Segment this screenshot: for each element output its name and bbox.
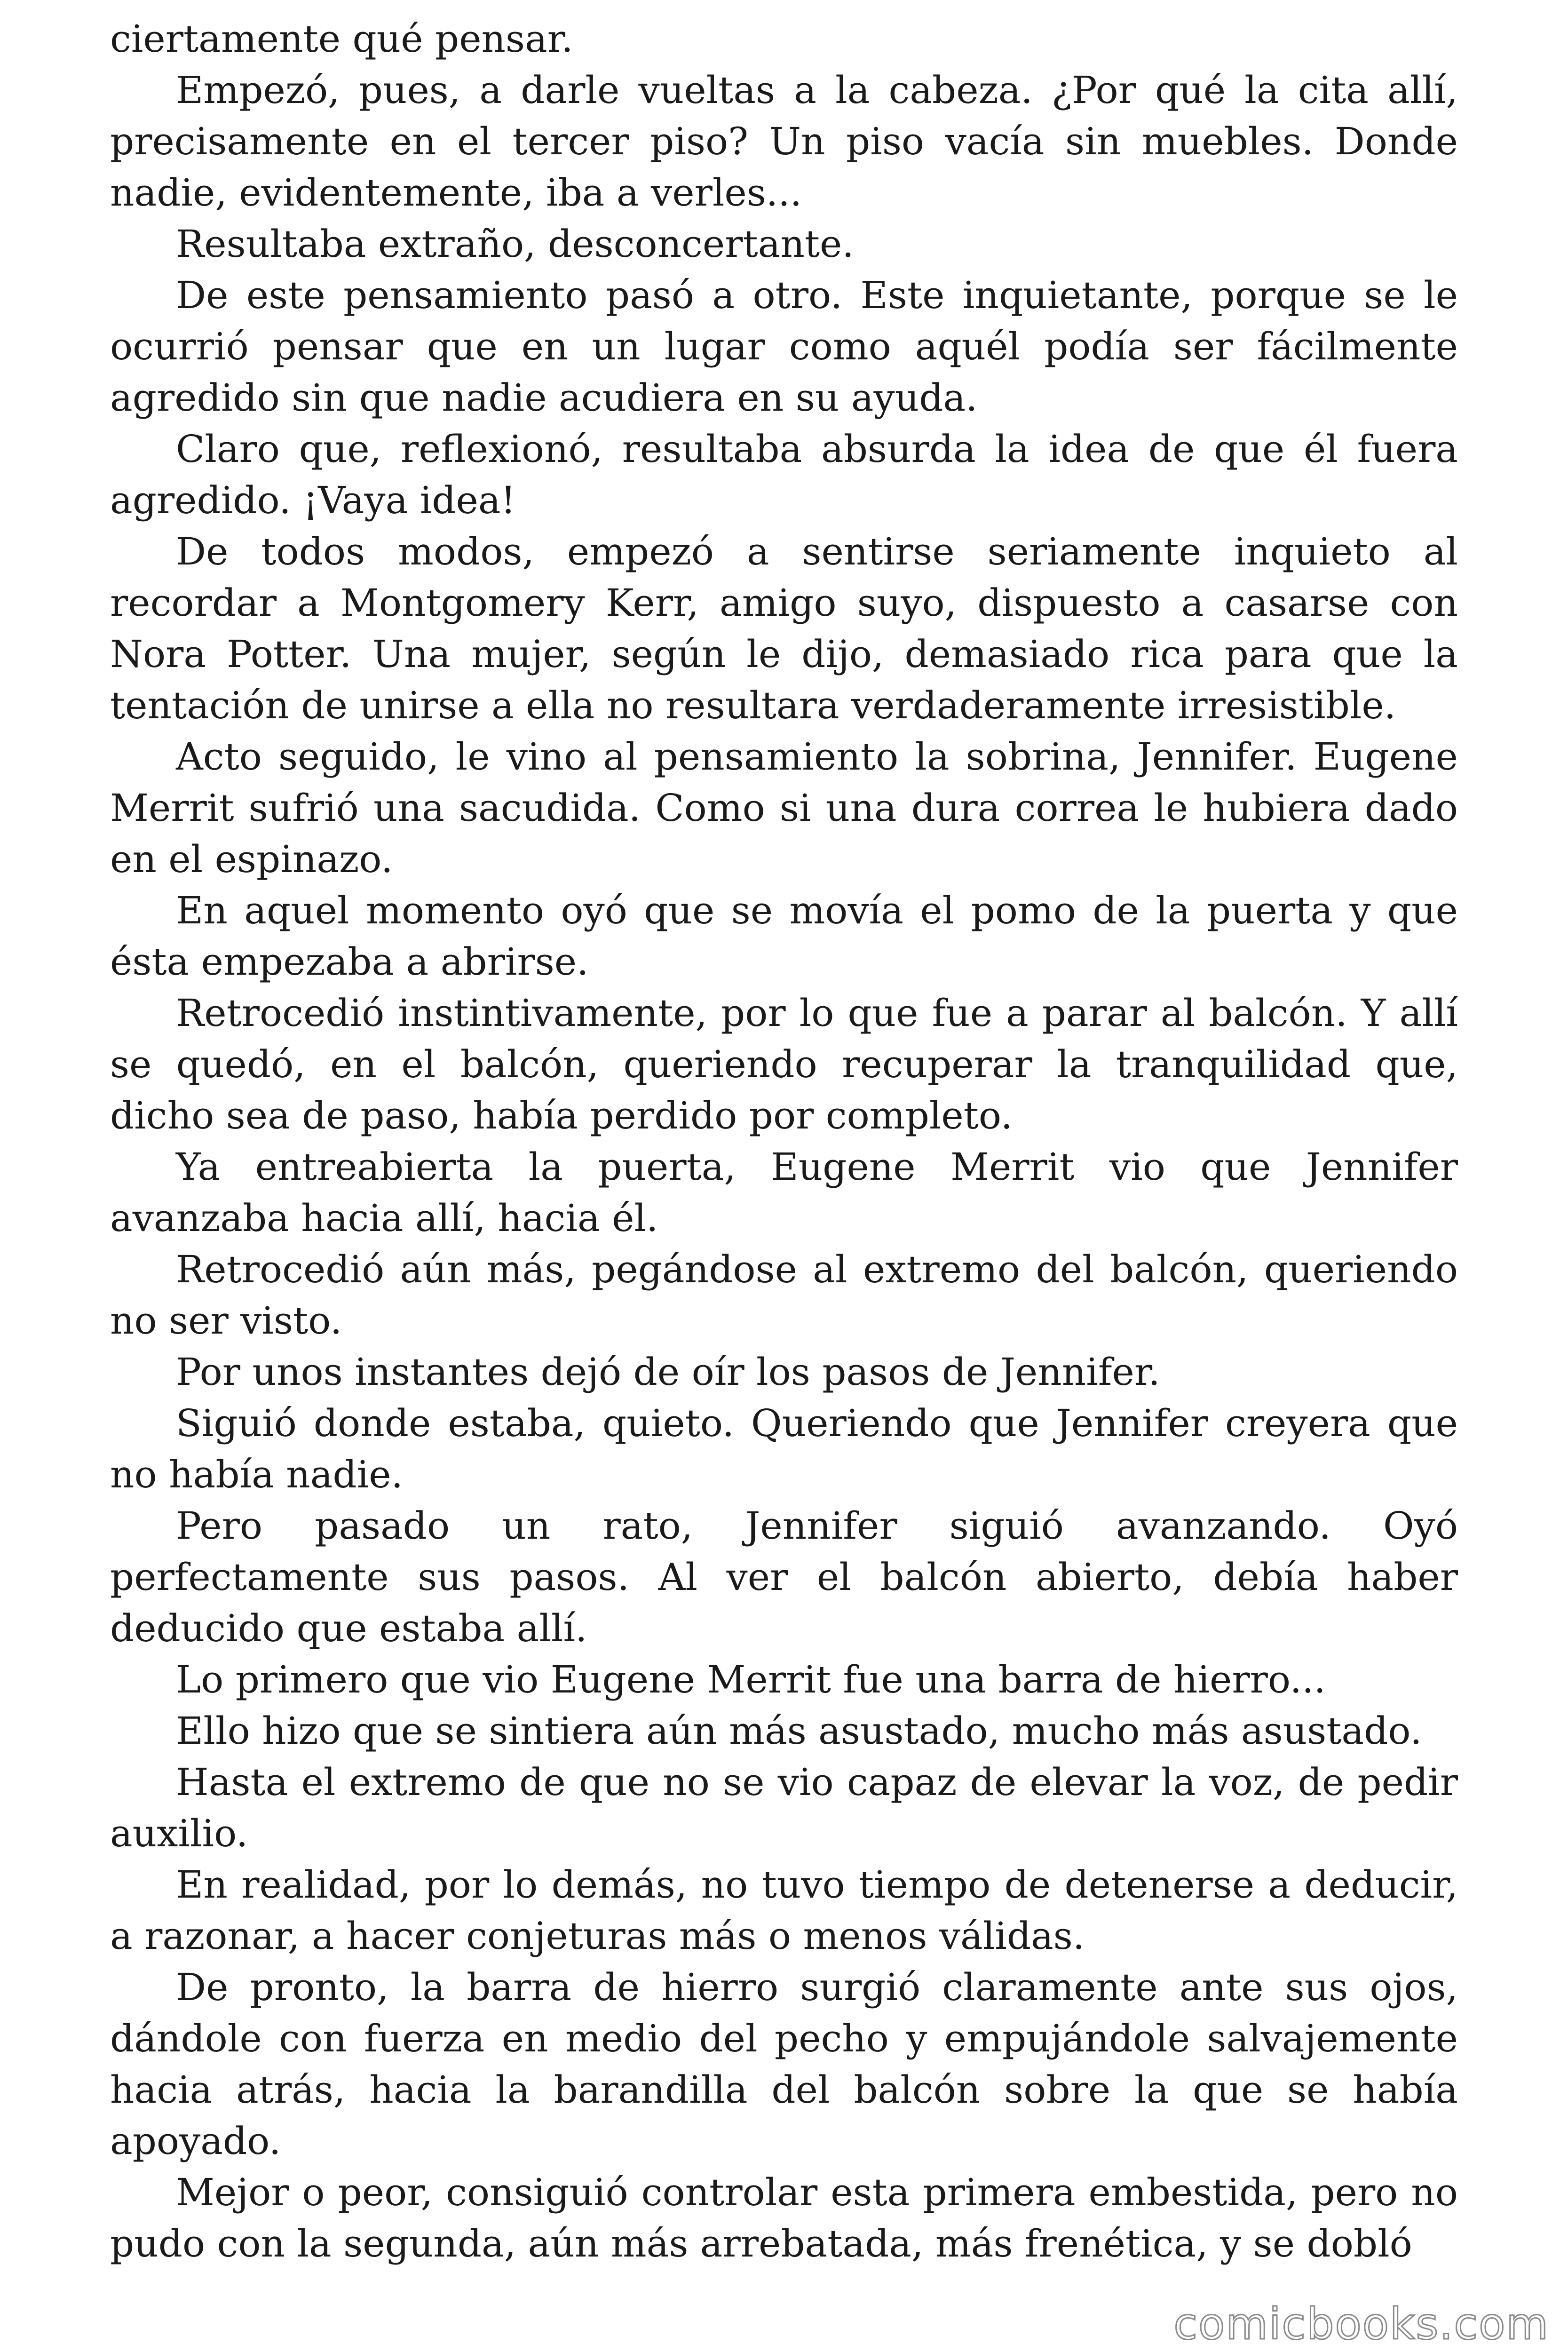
paragraph: Ya entreabierta la puerta, Eugene Merrit vio que Jennifer avanzaba hacia allí, hacia él. (110, 1145, 1458, 1240)
paragraph: Mejor o peor, consiguió controlar esta primera embestida, pero no pudo con la segunda, aún más arrebatada, más frenética, y se dobló (110, 2170, 1458, 2265)
watermark: comicbooks.com (1173, 2299, 1549, 2349)
paragraph: En aquel momento oyó que se movía el pomo de la puerta y que ésta empezaba a abrirse. (110, 889, 1458, 984)
paragraph: Hasta el extremo de que no se vio capaz de elevar la voz, de pedir auxilio. (110, 1760, 1458, 1855)
paragraph: Retrocedió aún más, pegándose al extremo del balcón, queriendo no ser visto. (110, 1248, 1458, 1343)
paragraph: Por unos instantes dejó de oír los pasos de Jennifer. (176, 1350, 1160, 1394)
paragraph: ciertamente qué pensar. (110, 17, 573, 61)
paragraph: De todos modos, empezó a sentirse seriamente inquieto al recordar a Montgomery Kerr, amigo suyo, dispuesto a casarse con Nora Potter. Una mujer, según le dijo, demasiado rica para que la tentación de unirse a ella no resultara verdaderamente irresistible. (110, 530, 1458, 727)
paragraph: Siguió donde estaba, quieto. Queriendo que Jennifer creyera que no había nadie. (110, 1401, 1458, 1496)
paragraph: Retrocedió instintivamente, por lo que fue a parar al balcón. Y allí se quedó, en el balcón, queriendo recuperar la tranquilidad que, dicho sea de paso, había perdido por completo. (110, 991, 1458, 1137)
book-page-text (110, 13, 1458, 2269)
paragraph: De este pensamiento pasó a otro. Este inquietante, porque se le ocurrió pensar que en un lugar como aquél podía ser fácilmente agredido sin que nadie acudiera en su ayuda. (110, 273, 1458, 420)
paragraph: Empezó, pues, a darle vueltas a la cabeza. ¿Por qué la cita allí, precisamente en el tercer piso? Un piso vacía sin muebles. Donde nadie, evidentemente, iba a verles... (110, 68, 1458, 215)
paragraph: Resultaba extraño, desconcertante. (176, 222, 854, 266)
paragraph: De pronto, la barra de hierro surgió claramente ante sus ojos, dándole con fuerza en medio del pecho y empujándole salvajemente hacia atrás, hacia la barandilla del balcón sobre la que se había apoyado. (110, 1965, 1458, 2163)
paragraph: Pero pasado un rato, Jennifer siguió avanzando. Oyó perfectamente sus pasos. Al ver el balcón abierto, debía haber deducido que estaba allí. (110, 1504, 1458, 1650)
paragraph: Lo primero que vio Eugene Merrit fue una barra de hierro... (176, 1658, 1326, 1701)
paragraph: Claro que, reflexionó, resultaba absurda la idea de que él fuera agredido. ¡Vaya idea! (110, 427, 1458, 522)
paragraph: Acto seguido, le vino al pensamiento la sobrina, Jennifer. Eugene Merrit sufrió una sacudida. Como si una dura correa le hubiera dado en el espinazo. (110, 735, 1458, 881)
paragraph: Ello hizo que se sintiera aún más asustado, mucho más asustado. (176, 1709, 1422, 1753)
paragraph: En realidad, por lo demás, no tuvo tiempo de detenerse a deducir, a razonar, a hacer conjeturas más o menos válidas. (110, 1863, 1458, 1958)
